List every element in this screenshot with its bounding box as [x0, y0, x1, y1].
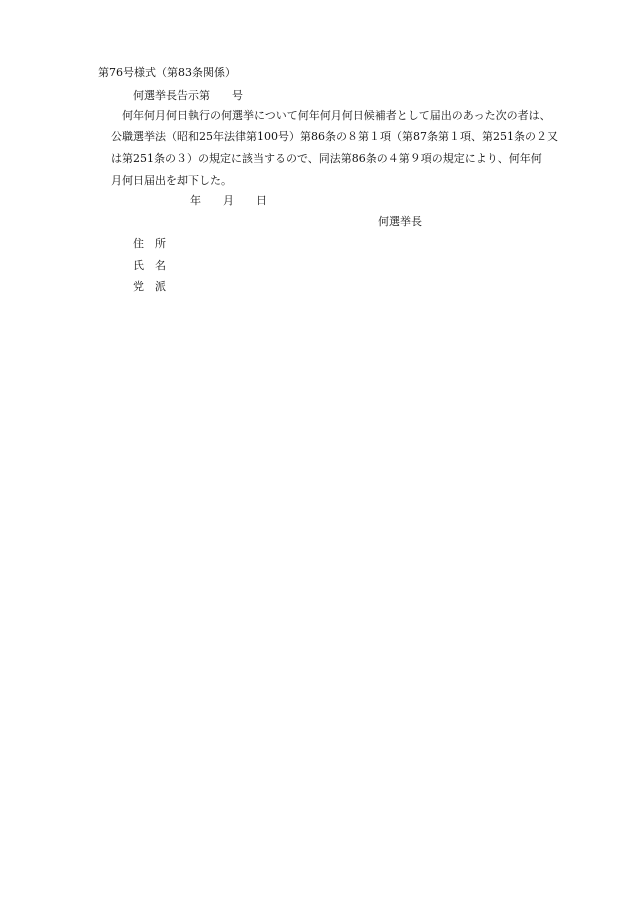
date-line: 年 月 日 — [190, 194, 267, 207]
body-text-line: は第251条の３）の規定に該当するので、同法第86条の４第９項の規定により、何年何 — [111, 152, 542, 165]
signer: 何選挙長 — [378, 215, 422, 228]
notice-number: 何選挙長告示第 号 — [133, 89, 243, 102]
field-party-label: 党 派 — [133, 280, 166, 293]
field-name-label: 氏 名 — [133, 259, 166, 272]
body-text-line: 月何日届出を却下した。 — [111, 174, 232, 187]
form-title: 第76号様式（第83条関係） — [98, 66, 236, 79]
body-text-line: 公職選挙法（昭和25年法律第100号）第86条の８第１項（第87条第１項、第251条の２又 — [111, 130, 558, 143]
body-text-line: 何年何月何日執行の何選挙について何年何月何日候補者として届出のあった次の者は、 — [122, 109, 551, 122]
field-address-label: 住 所 — [133, 237, 166, 250]
